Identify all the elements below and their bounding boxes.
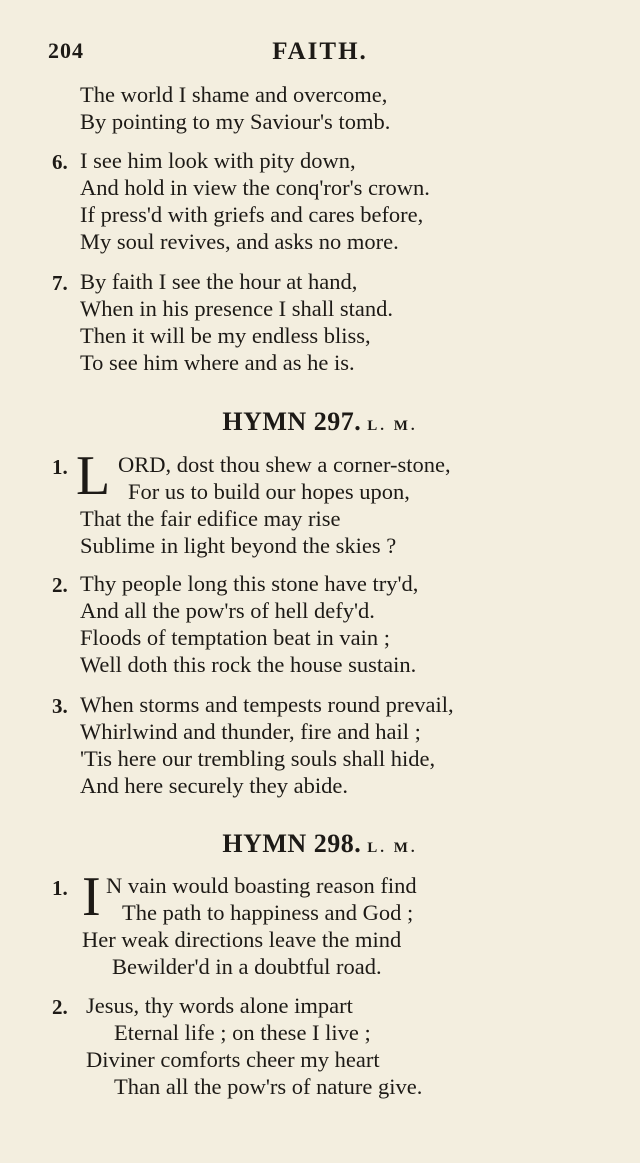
continued-line: By pointing to my Saviour's tomb. bbox=[80, 109, 391, 134]
hymn-297-heading bbox=[0, 407, 640, 437]
verse-line: Then it will be my endless bliss, bbox=[80, 323, 371, 348]
verse-number: 6. bbox=[52, 150, 68, 174]
verse-line: Diviner comforts cheer my heart bbox=[86, 1047, 380, 1072]
hymn-meter: L. M. bbox=[367, 418, 418, 434]
verse-line: By faith I see the hour at hand, bbox=[80, 269, 358, 294]
verse-number: 2. bbox=[52, 573, 68, 597]
verse-line: When in his presence I shall stand. bbox=[80, 296, 394, 321]
verse-line: When storms and tempests round prevail, bbox=[80, 692, 454, 717]
verse-line: Whirlwind and thunder, fire and hail ; bbox=[80, 719, 421, 744]
verse-number: 1. bbox=[52, 455, 68, 479]
verse-line: Than all the pow'rs of nature give. bbox=[114, 1074, 423, 1099]
verse-line: If press'd with griefs and cares before, bbox=[80, 202, 424, 227]
verse-line: ORD, dost thou shew a corner-stone, bbox=[118, 452, 451, 477]
verse-line: I see him look with pity down, bbox=[80, 148, 356, 173]
verse-line: My soul revives, and asks no more. bbox=[80, 229, 399, 254]
verse-line: And here securely they abide. bbox=[80, 773, 349, 798]
hymn-meter: L. M. bbox=[367, 840, 418, 856]
verse-line: Floods of temptation beat in vain ; bbox=[80, 625, 390, 650]
verse-line: That the fair edifice may rise bbox=[80, 506, 341, 531]
verse-line: Her weak directions leave the mind bbox=[82, 927, 402, 952]
verse-line: Eternal life ; on these I live ; bbox=[114, 1020, 371, 1045]
drop-cap: I bbox=[82, 866, 101, 928]
verse-line: Bewilder'd in a doubtful road. bbox=[112, 954, 382, 979]
verse-line: N vain would boasting reason find bbox=[106, 873, 417, 898]
verse-line: Sublime in light beyond the skies ? bbox=[80, 533, 397, 558]
hymn-298-heading bbox=[0, 829, 640, 859]
page-header bbox=[48, 38, 592, 72]
verse-line: The path to happiness and God ; bbox=[122, 900, 414, 925]
verse-line: Well doth this rock the house sustain. bbox=[80, 652, 417, 677]
verse-number: 7. bbox=[52, 271, 68, 295]
verse-line: Thy people long this stone have try'd, bbox=[80, 571, 419, 596]
continued-line: The world I shame and overcome, bbox=[80, 82, 388, 107]
verse-line: And all the pow'rs of hell defy'd. bbox=[80, 598, 375, 623]
drop-cap: L bbox=[76, 445, 111, 507]
verse-line: 'Tis here our trembling souls shall hide, bbox=[80, 746, 436, 771]
hymn-title: HYMN 298. bbox=[222, 829, 362, 858]
hymn-title: HYMN 297. bbox=[222, 407, 362, 436]
verse-number: 2. bbox=[52, 995, 68, 1019]
verse-number: 3. bbox=[52, 694, 68, 718]
page-number: 204 bbox=[48, 38, 84, 63]
verse-line: To see him where and as he is. bbox=[80, 350, 355, 375]
verse-number: 1. bbox=[52, 876, 68, 900]
verse-line: For us to build our hopes upon, bbox=[128, 479, 410, 504]
verse-line: And hold in view the conq'ror's crown. bbox=[80, 175, 430, 200]
running-title: FAITH. bbox=[272, 38, 368, 65]
verse-line: Jesus, thy words alone impart bbox=[86, 993, 353, 1018]
